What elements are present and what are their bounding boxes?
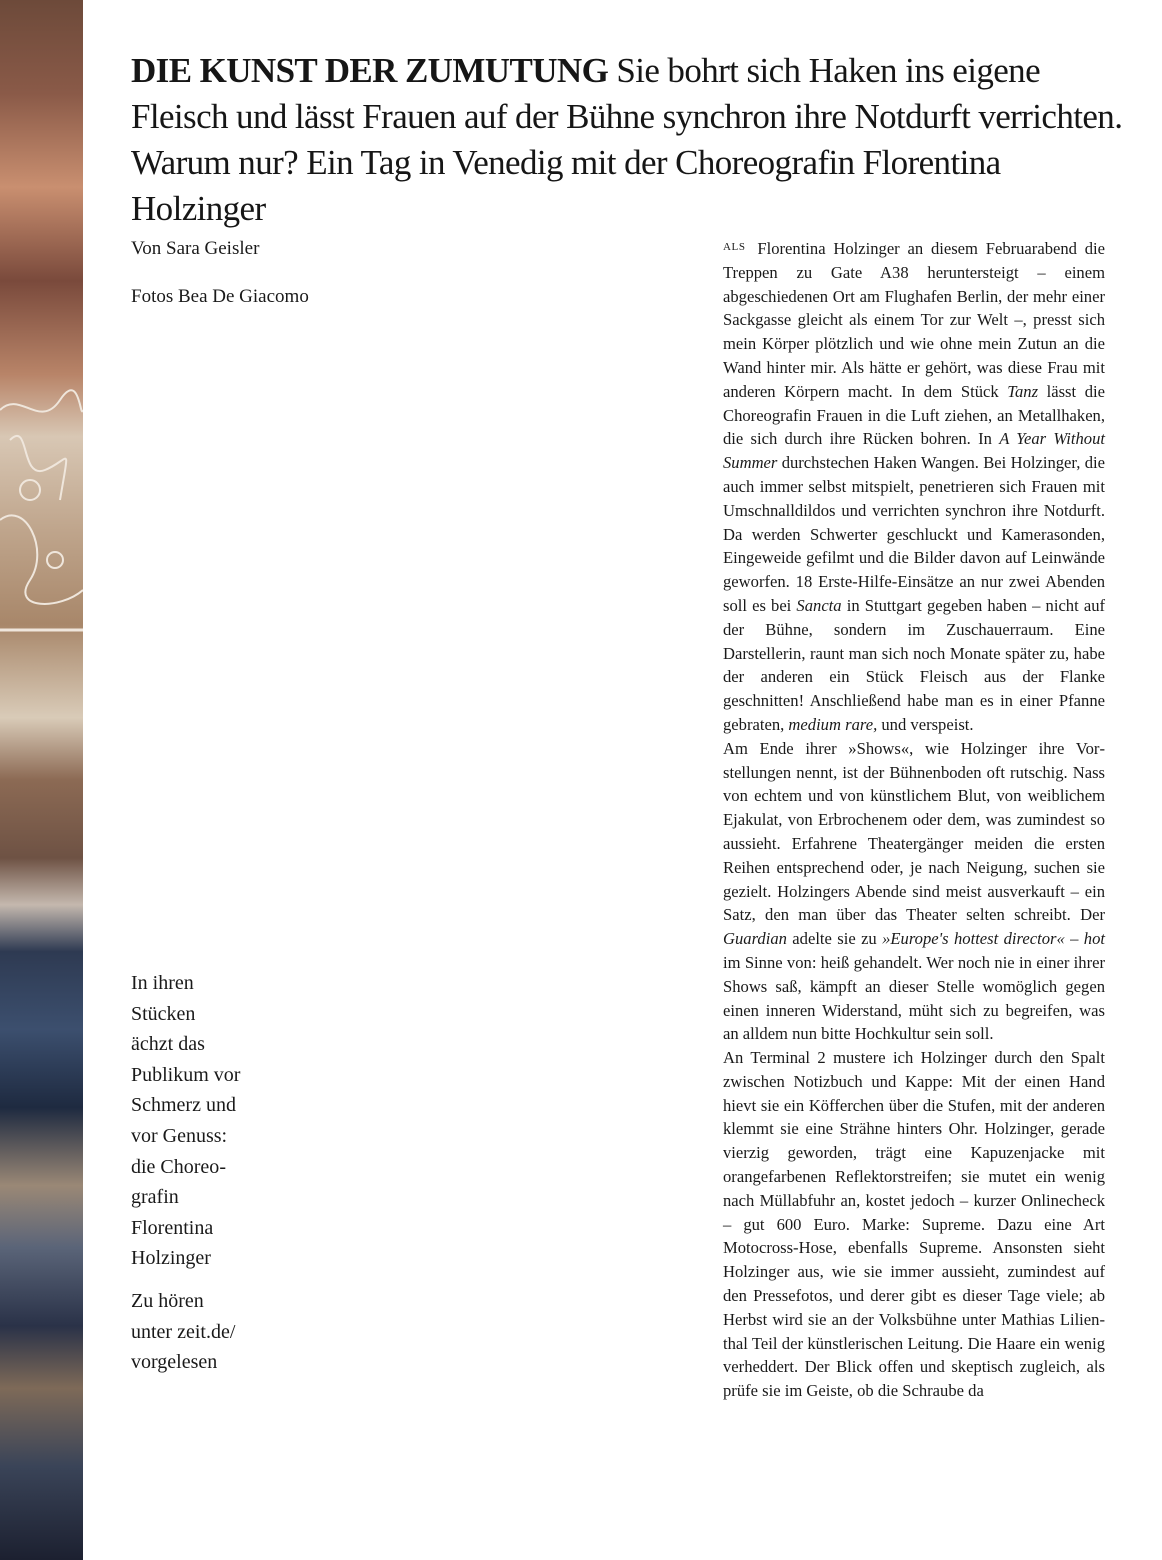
paragraph-2 [723,737,1105,1046]
author-byline: Von Sara Geisler [131,238,260,259]
quote-hottest-director: »Europe's hottest director« – hot [882,929,1105,949]
emphasis-medium-rare: medium rare, [788,714,878,734]
text-run: durchstechen Haken Wangen. Bei Holzinger, die auch immer selbst mitspielt, penetrieren sich Frauen mit Umschnalldildos und verrichten synchron ihre Notdurft. Da werden Schwerter geschluckt und Kamerasonden, Eingeweide gefilmt und die Bilder davon auf Leinwände geworfen. 18 Erste-Hilfe-Einsätze an nur zwei Abenden soll es bei [723,453,1105,615]
caption-text: In ihren Stücken ächzt das Publikum vor Schmerz und vor Genuss: die Choreografin Florentina Holzinger [131,972,241,1270]
paragraph-1 [723,236,1105,737]
title-tanz: Tanz [1007,381,1039,401]
audio-note: Zu hören unter zeit.de/ vorgelesen [131,1289,236,1374]
title-sancta: Sancta [796,595,842,615]
text-run: adelte sie zu [786,929,883,949]
photo-caption [131,968,241,1378]
text-run: Florentina Holzinger an diesem Februarabend die Treppen zu Gate A38 heruntersteigt – einem abgeschiedenen Ort am Flughafen Berlin, der mehr einer Sackgasse gleicht als einem Tor zur Welt –, presst sich mein Körper plötzlich und wie ohne mein Zutun an die Wand hinter mir. Als hätte er gehört, was diese Frau mit anderen Körpern macht. In dem Stück [723,239,1105,401]
railing-ornament [0,380,83,640]
article-headline [131,48,1131,232]
article-body [723,236,1105,1403]
text-run: und verspeist. [877,714,974,734]
photo-credit: Fotos Bea De Giacomo [131,286,309,307]
headline-deck: Sie bohrt sich Haken ins eigene Fleisch und lässt Frauen auf der Bühne synchron ihre Notdurft verrichten. Warum nur? Ein Tag in Venedig mit der Choreografin Florentina Holzinger [131,51,1123,228]
paragraph-3: An Terminal 2 mustere ich Holzinger durch den Spalt zwischen Notizbuch und Kappe: Mit der einen Hand hievt sie ein Köfferchen über die Stufen, mit der anderen klemmt sie eine Strähne hinters Ohr. Holzinger, gerade vierzig geworden, trägt eine Kapuzenjacke mit orangefarbenen Reflektorstreifen; sie mutet ein wenig nach Müllabfuhr an, kostet jedoch – kurzer Onlinecheck – gut 600 Euro. Marke: Supreme. Dazu eine Art Motocross-Hose, ebenfalls Supreme. Ansonsten sieht Holzinger aus, wie sie immer aussieht, zumindest auf den Pressefotos, und derer gibt es dieser Tage viele; ab Herbst wird sie an der Volksbühne unter Mathias Lilienthal Teil der künstlerischen Leitung. Die Haare ein wenig verheddert. Der Blick offen und skeptisch zugleich, als prüfe sie im Geiste, ob die Schraube da [723,1048,1105,1401]
lead-word: ALS [723,241,746,253]
title-a-year-without-summer: A Year Without Summer [723,429,1106,473]
headline-kicker: DIE KUNST DER ZUMUTUNG [131,51,609,90]
text-run: im Sinne von: heiß gehandelt. Wer noch nie in einer ihrer Shows saß, kämpft an dieser Stelle womöglich gegen einen inneren Widerstand, müht sich zu begreifen, was an alldem nun bitte Hochkultur sein soll. [723,952,1105,1044]
publication-guardian: Guardian [723,929,787,949]
text-run: lässt die Choreografin Frauen in die Luft ziehen, an Metallhaken, die sich durch ihre Rücken bohren. In [723,381,1105,449]
venice-photo-strip [0,0,83,1560]
text-run: Am Ende ihrer »Shows«, wie Holzinger ihre Vorstellungen nennt, ist der Bühnenboden oft rutschig. Nass von echtem und von künstlichem Blut, von weiblichem Ejakulat, von Erbrochenem oder dem, was zumindest so aussieht. Erfahrene Theatergänger meiden die ersten Reihen entsprechend oder, je nach Neigung, suchen sie gezielt. Holzingers Abende sind meist ausverkauft – ein Satz, den man über das Theater selten schreibt. Der [723,738,1105,925]
text-run: in Stuttgart gegeben haben – nicht auf der Bühne, sondern im Zuschauerraum. Eine Darstellerin, raunt man sich noch Monate später zu, habe der anderen ein Stück Fleisch aus der Flanke geschnitten! Anschließend habe man es in einer Pfanne gebraten, [723,595,1106,734]
